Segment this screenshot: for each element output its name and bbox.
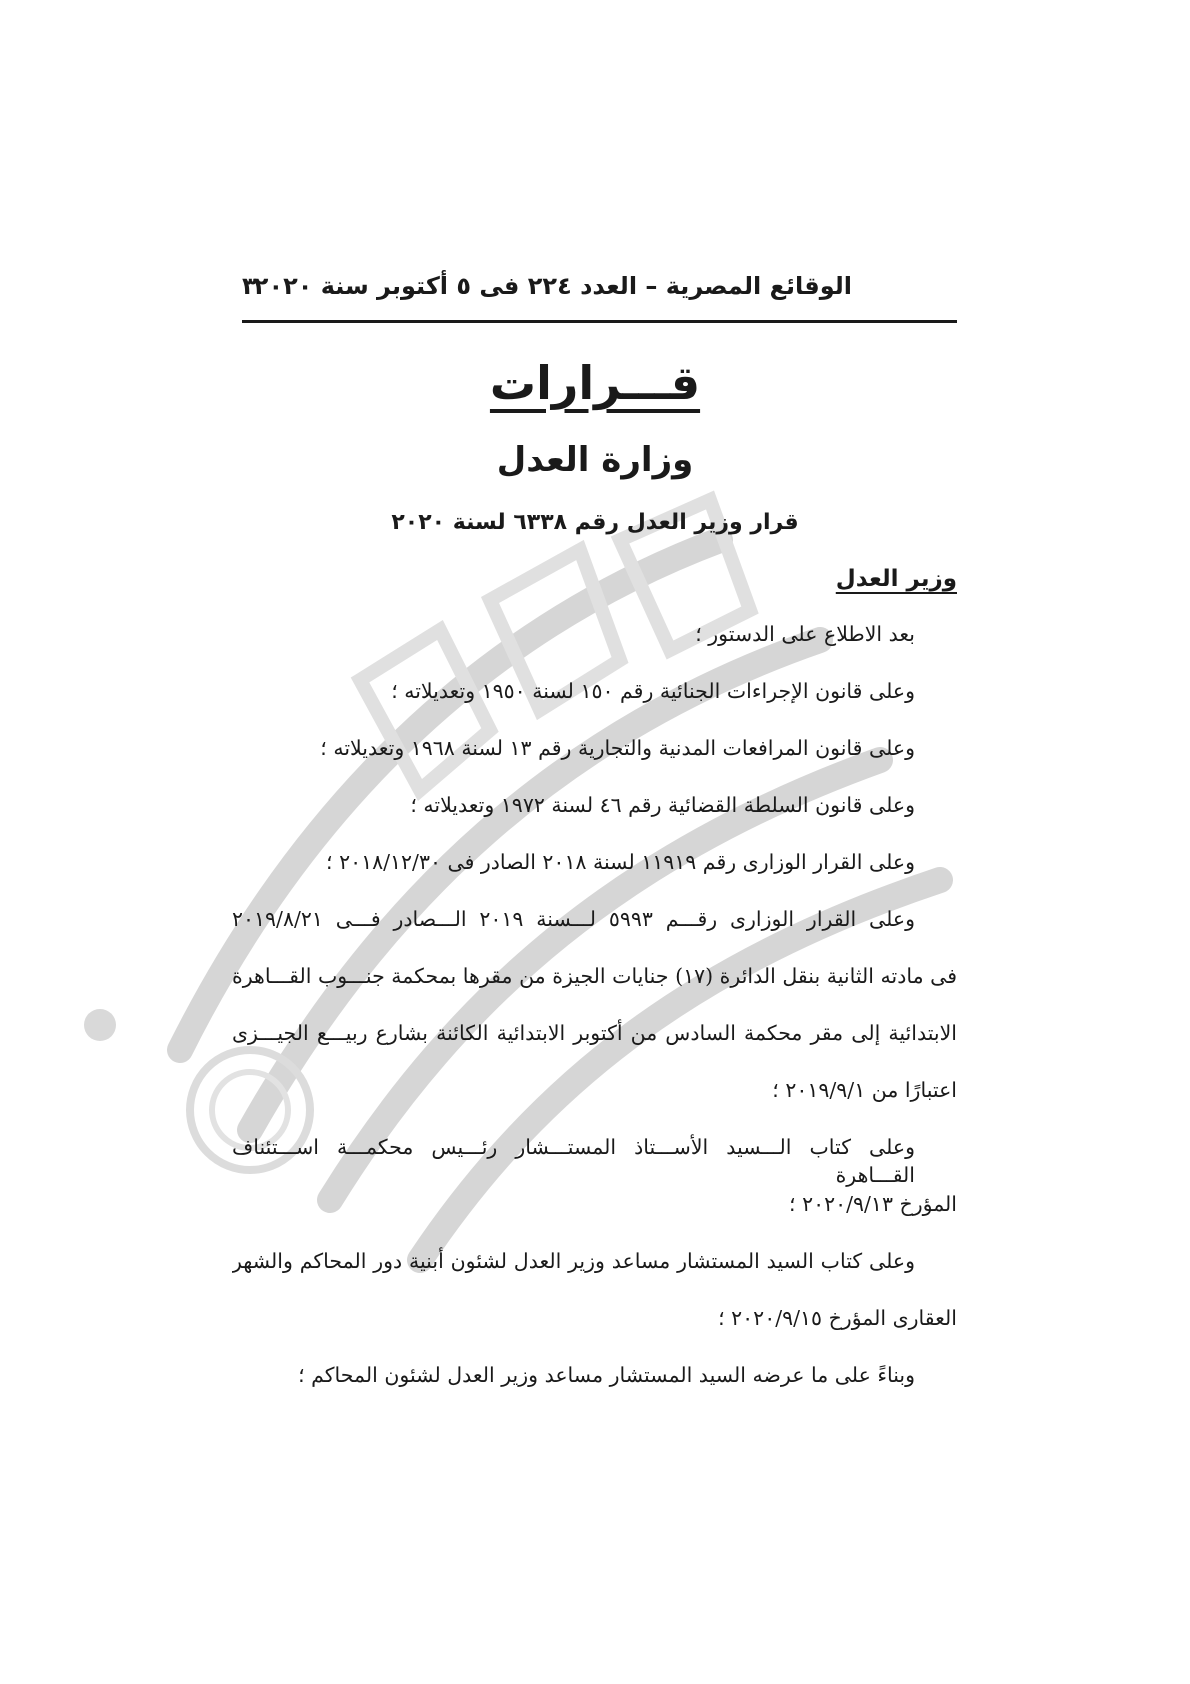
section-title <box>0 356 1190 410</box>
page-number: ٣ <box>242 272 257 300</box>
body-line: وبناءً على ما عرضه السيد المستشار مساعد وزير العدل لشئون المحاكم ؛ <box>298 1363 915 1387</box>
body-line: وعلى كتاب السيد المستشار مساعد وزير العدل لشئون أبنية دور المحاكم والشهر <box>232 1249 915 1273</box>
header-divider <box>242 320 957 323</box>
body-line: وعلى قانون السلطة القضائية رقم ٤٦ لسنة ١٩٧٢ وتعديلاته ؛ <box>410 793 915 817</box>
body-line: اعتبارًا من ٢٠١٩/٩/١ ؛ <box>772 1078 957 1102</box>
body-line: وعلى قانون المرافعات المدنية والتجارية رقم ١٣ لسنة ١٩٦٨ وتعديلاته ؛ <box>320 736 915 760</box>
body-line: العقارى المؤرخ ٢٠٢٠/٩/١٥ ؛ <box>718 1306 957 1330</box>
page-header <box>242 272 957 322</box>
body-line: وعلى قانون الإجراءات الجنائية رقم ١٥٠ لسنة ١٩٥٠ وتعديلاته ؛ <box>391 679 915 703</box>
ministry-heading: وزارة العدل <box>496 440 694 480</box>
body-line: الابتدائية إلى مقر محكمة السادس من أكتوبر الابتدائية الكائنة بشارع ربيـــع الجيـــزى <box>232 1021 957 1045</box>
body-line: وعلى كتاب الـــسيد الأســـتاذ المستـــشار رئـــيس محكمـــة اســـتئناف القـــاهرة <box>232 1135 915 1187</box>
body-line: بعد الاطلاع على الدستور ؛ <box>695 622 915 646</box>
body-line: وعلى القرار الوزارى رقم ١١٩١٩ لسنة ٢٠١٨ الصادر فى ٢٠١٨/١٢/٣٠ ؛ <box>326 850 915 874</box>
decree-title: قرار وزير العدل رقم ٦٣٣٨ لسنة ٢٠٢٠ <box>391 510 799 535</box>
section-title-text: قـــرارات <box>489 356 701 410</box>
issuer-heading: وزير العدل <box>835 566 957 592</box>
gazette-issue-header: الوقائع المصرية – العدد ٢٢٤ فى ٥ أكتوبر سنة ٢٠٢٠ <box>253 272 852 300</box>
body-line: المؤرخ ٢٠٢٠/٩/١٣ ؛ <box>789 1192 957 1216</box>
body-line: فى مادته الثانية بنقل الدائرة (١٧) جنايات الجيزة من مقرها بمحكمة جنـــوب القـــاهرة <box>232 964 957 988</box>
body-line: وعلى القرار الوزارى رقـــم ٥٩٩٣ لـــسنة ٢٠١٩ الـــصادر فـــى ٢٠١٩/٨/٢١ <box>232 907 915 931</box>
